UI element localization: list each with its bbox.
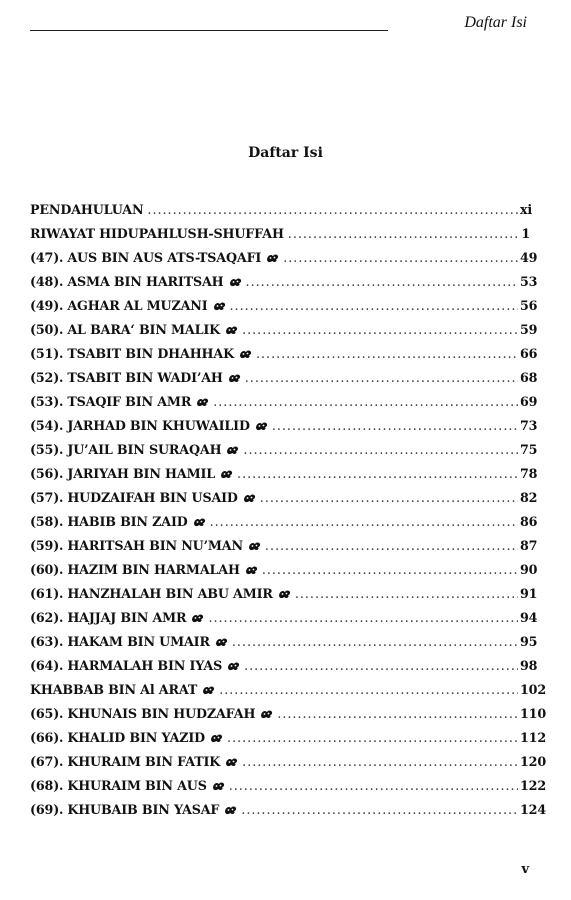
entry-title: JARIYAH BIN HAMIL xyxy=(67,466,216,481)
page-title: Daftar Isi xyxy=(248,145,323,161)
entry-page-number: 122 xyxy=(520,778,547,793)
honorific-icon xyxy=(239,349,252,359)
honorific-icon xyxy=(193,517,206,527)
dot-leader xyxy=(227,730,518,745)
entry-title: RIWAYAT HIDUPAHLUSH-SHUFFAH xyxy=(30,226,284,241)
dot-leader xyxy=(246,274,518,289)
running-head: Daftar Isi xyxy=(464,14,527,31)
entry-page-number: 53 xyxy=(520,274,538,289)
page-number: v xyxy=(521,862,529,877)
honorific-icon xyxy=(266,253,279,263)
entry-page-number: 69 xyxy=(520,394,538,409)
entry-page-number: 56 xyxy=(520,298,538,313)
entry-number: (61). xyxy=(30,586,64,601)
honorific-icon xyxy=(245,565,258,575)
toc-list xyxy=(30,202,547,826)
entry-number: (62). xyxy=(30,610,64,625)
entry-page-number: 98 xyxy=(520,658,538,673)
dot-leader xyxy=(283,250,518,265)
entry-number: (54). xyxy=(30,418,64,433)
entry-page-number: 49 xyxy=(520,250,538,265)
honorific-icon xyxy=(196,397,209,407)
honorific-icon xyxy=(202,685,215,695)
honorific-icon xyxy=(229,277,242,287)
entry-title: AGHAR AL MUZANI xyxy=(67,298,208,313)
toc-entry xyxy=(30,778,547,802)
toc-entry xyxy=(30,658,538,682)
dot-leader xyxy=(262,562,518,577)
entry-page-number: 102 xyxy=(520,682,547,697)
toc-entry xyxy=(30,586,538,610)
entry-page-number: 78 xyxy=(520,466,538,481)
dot-leader xyxy=(242,754,518,769)
honorific-icon xyxy=(224,805,237,815)
dot-leader xyxy=(243,442,518,457)
entry-page-number: 66 xyxy=(520,346,538,361)
entry-page-number: 1 xyxy=(521,226,530,241)
dot-leader xyxy=(210,514,518,529)
entry-title: HABIB BIN ZAID xyxy=(67,514,188,529)
honorific-icon xyxy=(278,589,291,599)
entry-page-number: 95 xyxy=(520,634,538,649)
entry-title: HUDZAIFAH BIN USAID xyxy=(67,490,238,505)
honorific-icon xyxy=(260,709,273,719)
entry-title: HAZIM BIN HARMALAH xyxy=(67,562,240,577)
dot-leader xyxy=(219,682,518,697)
entry-title: KHURAIM BIN AUS xyxy=(67,778,207,793)
dot-leader xyxy=(288,226,518,241)
toc-entry xyxy=(30,562,538,586)
entry-page-number: xi xyxy=(520,202,533,217)
toc-entry xyxy=(30,634,538,658)
entry-title: PENDAHULUAN xyxy=(30,202,144,217)
honorific-icon xyxy=(225,757,238,767)
entry-number: (65). xyxy=(30,706,64,721)
entry-title: HAKAM BIN UMAIR xyxy=(67,634,210,649)
entry-number: (51). xyxy=(30,346,64,361)
toc-entry xyxy=(30,682,547,706)
dot-leader xyxy=(147,202,518,217)
entry-title: HARMALAH BIN IYAS xyxy=(67,658,223,673)
entry-number: (55). xyxy=(30,442,64,457)
entry-number: (68). xyxy=(30,778,64,793)
header-rule xyxy=(30,30,388,31)
honorific-icon xyxy=(226,445,239,455)
entry-number: (53). xyxy=(30,394,64,409)
toc-entry xyxy=(30,730,547,754)
dot-leader xyxy=(272,418,518,433)
entry-number: (49). xyxy=(30,298,64,313)
toc-entry xyxy=(30,394,538,418)
entry-page-number: 82 xyxy=(520,490,538,505)
entry-page-number: 120 xyxy=(520,754,547,769)
entry-title: KHUNAIS BIN HUDZAFAH xyxy=(67,706,256,721)
dot-leader xyxy=(237,466,518,481)
toc-entry xyxy=(30,322,538,346)
entry-number: (60). xyxy=(30,562,64,577)
entry-page-number: 86 xyxy=(520,514,538,529)
entry-title: HAJJAJ BIN AMR xyxy=(67,610,187,625)
toc-entry xyxy=(30,706,547,730)
honorific-icon xyxy=(213,301,226,311)
honorific-icon xyxy=(243,493,256,503)
entry-page-number: 87 xyxy=(520,538,538,553)
entry-title: AL BARA‘ BIN MALIK xyxy=(67,322,221,337)
entry-number: (48). xyxy=(30,274,64,289)
honorific-icon xyxy=(220,469,233,479)
entry-page-number: 75 xyxy=(520,442,538,457)
entry-page-number: 91 xyxy=(520,586,538,601)
honorific-icon xyxy=(227,661,240,671)
dot-leader xyxy=(295,586,518,601)
entry-number: (69). xyxy=(30,802,64,817)
entry-title: AUS BIN AUS ATS-TSAQAFI xyxy=(67,250,262,265)
dot-leader xyxy=(245,370,518,385)
honorific-icon xyxy=(248,541,261,551)
toc-entry xyxy=(30,538,538,562)
toc-entry xyxy=(30,802,547,826)
dot-leader xyxy=(230,298,519,313)
toc-entry xyxy=(30,418,538,442)
dot-leader xyxy=(256,346,518,361)
entry-page-number: 68 xyxy=(520,370,538,385)
dot-leader xyxy=(242,322,518,337)
toc-entry xyxy=(30,514,538,538)
dot-leader xyxy=(244,658,518,673)
entry-number: (59). xyxy=(30,538,64,553)
toc-entry xyxy=(30,250,538,274)
entry-number: (57). xyxy=(30,490,64,505)
entry-number: (50). xyxy=(30,322,64,337)
dot-leader xyxy=(265,538,518,553)
toc-entry xyxy=(30,226,530,250)
dot-leader xyxy=(241,802,518,817)
entry-title: KHALID BIN YAZID xyxy=(67,730,206,745)
toc-entry xyxy=(30,298,538,322)
entry-title: KHUBAIB BIN YASAF xyxy=(67,802,220,817)
entry-number: (58). xyxy=(30,514,64,529)
dot-leader xyxy=(260,490,518,505)
toc-entry xyxy=(30,346,538,370)
toc-entry xyxy=(30,202,533,226)
honorific-icon xyxy=(228,373,241,383)
honorific-icon xyxy=(215,637,228,647)
honorific-icon xyxy=(212,781,225,791)
entry-page-number: 90 xyxy=(520,562,538,577)
toc-entry xyxy=(30,466,538,490)
entry-number: (63). xyxy=(30,634,64,649)
entry-page-number: 124 xyxy=(520,802,547,817)
entry-page-number: 73 xyxy=(520,418,538,433)
toc-entry xyxy=(30,490,538,514)
entry-page-number: 94 xyxy=(520,610,538,625)
entry-number: (64). xyxy=(30,658,64,673)
entry-title: JARHAD BIN KHUWAILID xyxy=(67,418,250,433)
dot-leader xyxy=(277,706,518,721)
entry-title: JU’AIL BIN SURAQAH xyxy=(67,442,222,457)
entry-page-number: 112 xyxy=(520,730,547,745)
entry-title: HARITSAH BIN NU’MAN xyxy=(67,538,243,553)
entry-title: TSAQIF BIN AMR xyxy=(67,394,192,409)
entry-number: (66). xyxy=(30,730,64,745)
entry-title: KHURAIM BIN FATIK xyxy=(67,754,221,769)
honorific-icon xyxy=(210,733,223,743)
entry-page-number: 59 xyxy=(520,322,538,337)
toc-entry xyxy=(30,754,547,778)
toc-entry xyxy=(30,610,538,634)
dot-leader xyxy=(213,394,518,409)
entry-title: TSABIT BIN DHAHHAK xyxy=(67,346,234,361)
entry-title: KHABBAB BIN Al ARAT xyxy=(30,682,198,697)
toc-entry xyxy=(30,442,538,466)
dot-leader xyxy=(232,634,518,649)
honorific-icon xyxy=(191,613,204,623)
entry-title: HANZHALAH BIN ABU AMIR xyxy=(67,586,273,601)
entry-number: (56). xyxy=(30,466,64,481)
honorific-icon xyxy=(255,421,268,431)
dot-leader xyxy=(208,610,518,625)
honorific-icon xyxy=(225,325,238,335)
entry-page-number: 110 xyxy=(520,706,547,721)
entry-number: (47). xyxy=(30,250,64,265)
entry-number: (52). xyxy=(30,370,64,385)
toc-entry xyxy=(30,274,538,298)
entry-number: (67). xyxy=(30,754,64,769)
entry-title: ASMA BIN HARITSAH xyxy=(67,274,224,289)
dot-leader xyxy=(229,778,518,793)
toc-entry xyxy=(30,370,538,394)
entry-title: TSABIT BIN WADI’AH xyxy=(67,370,223,385)
